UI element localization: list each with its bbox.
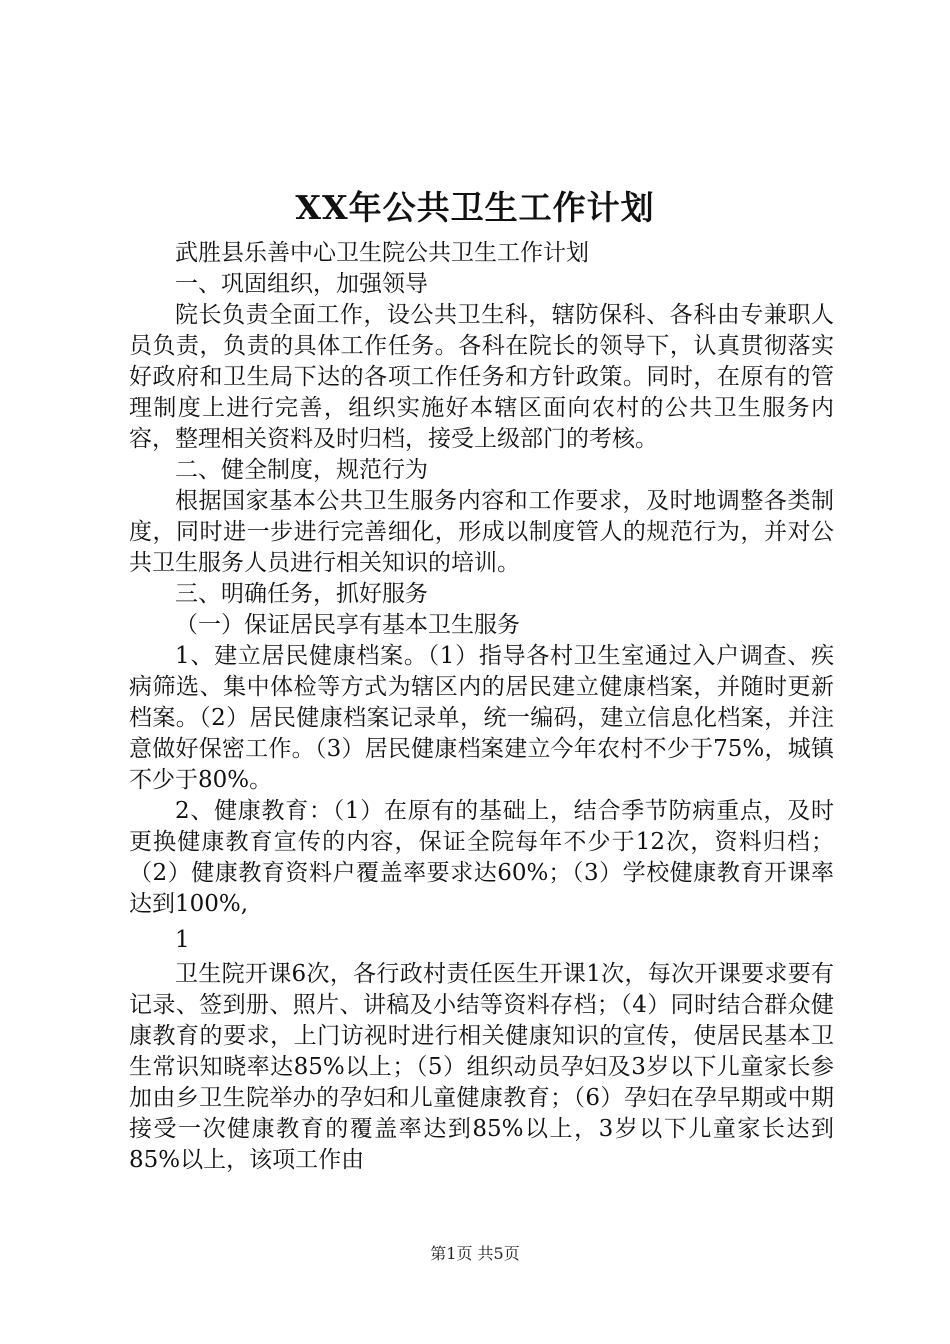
section-heading-2: 二、健全制度，规范行为 xyxy=(175,457,428,483)
paragraph: 2、健康教育：（1）在原有的基础上，结合季节防病重点，及时更换健康教育宣传的内容，保证全院每年不少于12次，资料归档；（2）健康教育资料户覆盖率要求达60%；（3）学校健康教育开课率达到100%, xyxy=(129,798,834,917)
paragraph: 院长负责全面工作，设公共卫生科，辖防保科、各科由专兼职人员负责，负责的具体工作任务。各科在院长的领导下，认真贯彻落实好政府和卫生局下达的各项工作任务和方针政策。同时，在原有的管理制度上进行完善，组织实施好本辖区面向农村的公共卫生服务内容，整理相关资料及时归档，接受上级部门的考核。 xyxy=(129,302,834,452)
section-heading-1: 一、巩固组织，加强领导 xyxy=(175,271,428,297)
section-heading-3: 三、明确任务，抓好服务 xyxy=(175,581,428,607)
page-footer: 第1页 共5页 xyxy=(430,1244,520,1263)
inline-page-number: 1 xyxy=(175,927,190,953)
paragraph: 根据国家基本公共卫生服务内容和工作要求，及时地调整各类制度，同时进一步进行完善细化，形成以制度管人的规范行为，并对公共卫生服务人员进行相关知识的培训。 xyxy=(129,488,834,576)
subsection-heading: （一）保证居民享有基本卫生服务 xyxy=(175,612,520,638)
document-body xyxy=(129,238,834,1176)
paragraph-subtitle: 武胜县乐善中心卫生院公共卫生工作计划 xyxy=(175,240,589,266)
paragraph: 卫生院开课6次，各行政村责任医生开课1次，每次开课要求要有记录、签到册、照片、讲稿及小结等资料存档；（4）同时结合群众健康教育的要求，上门访视时进行相关健康知识的宣传，使居民基本卫生常识知晓率达85%以上；（5）组织动员孕妇及3岁以下儿童家长参加由乡卫生院举办的孕妇和儿童健康教育；（6）孕妇在孕早期或中期接受一次健康教育的覆盖率达到85%以上，3岁以下儿童家长达到85%以上，该项工作由 xyxy=(129,961,834,1173)
document-title: XX年公共卫生工作计划 xyxy=(295,188,655,227)
paragraph: 1、建立居民健康档案。（1）指导各村卫生室通过入户调查、疾病筛选、集中体检等方式为辖区内的居民建立健康档案，并随时更新档案。（2）居民健康档案记录单，统一编码，建立信息化档案，并注意做好保密工作。（3）居民健康档案建立今年农村不少于75%，城镇不少于80%。 xyxy=(129,643,834,793)
